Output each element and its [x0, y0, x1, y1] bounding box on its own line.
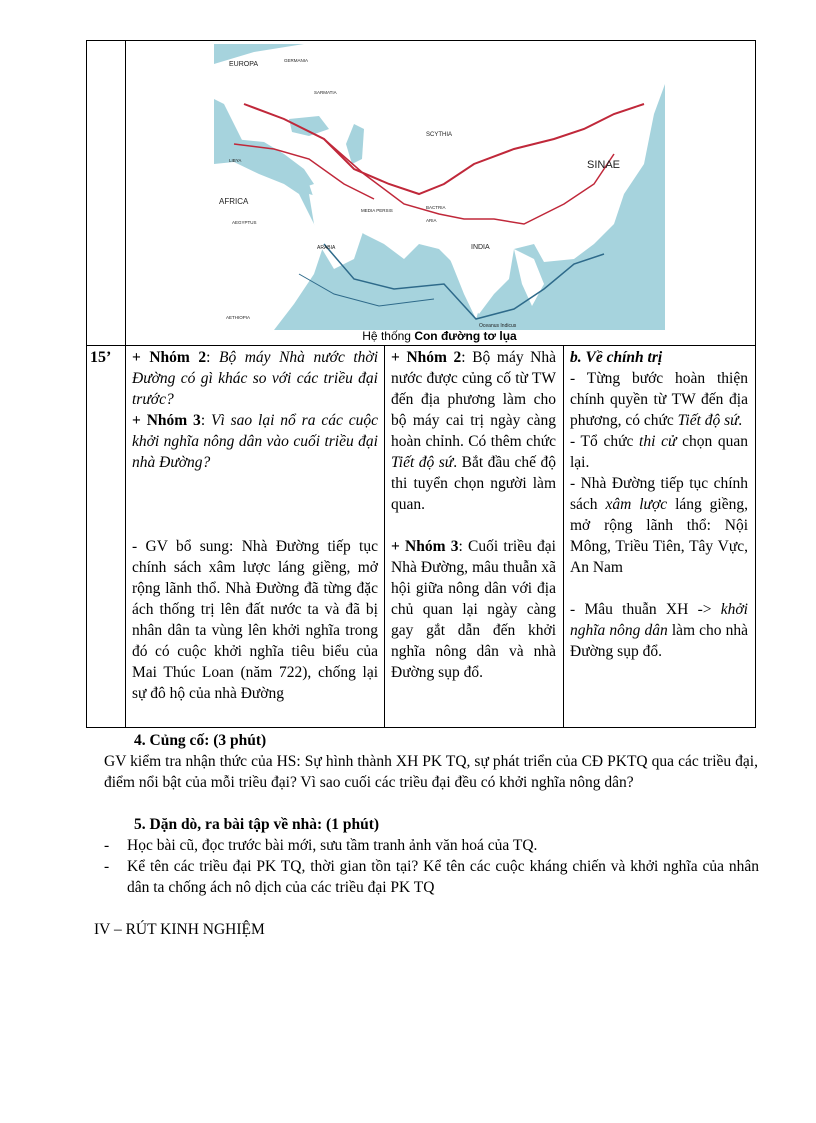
content-point-4: - Mâu thuẫn XH -> khởi nghĩa nông dân làm cho nhà Đường sụp đổ. [570, 601, 748, 660]
table-col-divider-3 [563, 345, 564, 728]
content-point-2: - Tổ chức thi cử chọn quan lại. [570, 433, 749, 471]
student-activity-cell [391, 347, 556, 683]
map-label-india: INDIA [471, 244, 490, 251]
section5-item-2: Kể tên các triều đại PK TQ, thời gian tồn tại? Kể tên các cuộc kháng chiến và khởi nghĩa của nhân dân ta chống ách nô dịch của các triều đại PK TQ [127, 858, 759, 896]
silk-road-map [214, 44, 665, 330]
section-iv-title: IV – RÚT KINH NGHIỆM [94, 921, 265, 938]
group3-answer: + Nhóm 3: Cuối triều đại Nhà Đường, mâu thuẫn xã hội giữa nông dân với địa chủ quan lại ngày càng gay gắt dẫn đến khởi nghĩa nông dân và nhà Đường sụp đổ. [391, 538, 556, 681]
content-point-3: - Nhà Đường tiếp tục chính sách xâm lược láng giềng, mở rộng lãnh thổ: Nội Mông, Triều Tiên, Tây Vực, An Nam [570, 475, 748, 576]
map-label-germania: GERMANIA [284, 58, 309, 63]
section5-item-1: Học bài cũ, đọc trước bài mới, sưu tầm tranh ảnh văn hoá của TQ. [127, 837, 538, 854]
map-label-sinae: SINAE [587, 159, 621, 171]
content-heading: b. Về chính trị [570, 349, 663, 366]
map-label-media-persis: MEDIA PERSIS [361, 208, 393, 213]
map-label-aethiopia: AETHIOPIA [226, 315, 251, 320]
content-cell [570, 347, 748, 662]
map-label-bactria: BACTRIA [426, 205, 446, 210]
gv-supplement: - GV bổ sung: Nhà Đường tiếp tục chính sách xâm lược láng giềng, mở rộng lãnh thổ. Nhà Đường đã từng đặc ách thống trị lên đất nước ta và đã bị nhân dân ta vùng lên khởi nghĩa trong đó có cuộc khởi nghĩa tiêu biểu của Mai Thúc Loan (năm 722), chống lại sự đô hộ của nhà Đường [132, 538, 378, 702]
map-label-arabia: ARABIA [317, 245, 336, 251]
section4-body: GV kiểm tra nhận thức của HS: Sự hình thành XH PK TQ, sự phát triển của CĐ PKTQ qua các triều đại, điểm nổi bật của mỗi triều đại? Vì sao cuối các triều đại đều có khởi nghĩa nông dân? [104, 753, 758, 791]
table-col-divider-1 [125, 40, 126, 728]
map-label-africa: AFRICA [219, 197, 249, 206]
content-point-1: - Từng bước hoàn thiện chính quyền từ TW đến địa phương, có chức Tiết độ sứ. [570, 370, 748, 429]
group2-answer: + Nhóm 2: Bộ máy Nhà nước được củng cố từ TW đến địa phương làm cho bộ máy cai trị ngày càng hoàn chỉnh. Có thêm chức Tiết độ sứ. Bắt đầu chế độ thi tuyển chọn người làm quan. [391, 349, 557, 513]
map-label-sarmatia: SARMATIA [314, 90, 337, 95]
map-caption: Hệ thống Con đường tơ lụa [362, 329, 517, 343]
section4-title: 4. Củng cố: (3 phút) [134, 732, 267, 749]
teacher-activity-cell [132, 347, 378, 704]
map-label-aegyptus: AEGYPTUS [232, 220, 257, 225]
group3-question: + Nhóm 3: Vì sao lại nổ ra các cuộc khởi nghĩa nông dân vào cuối triều đại nhà Đường? [132, 412, 378, 471]
table-row-divider [86, 345, 756, 346]
table-col-divider-2 [384, 345, 385, 728]
table-border-left [86, 40, 87, 728]
map-label-oceanus: Oceanus Indicus [479, 323, 517, 329]
table-border-top [86, 40, 756, 41]
time-cell: 15’ [90, 349, 112, 366]
table-border-bottom [86, 727, 756, 728]
section5-title: 5. Dặn dò, ra bài tập về nhà: (1 phút) [134, 816, 380, 833]
map-label-libya: LIBYA [229, 158, 242, 163]
group2-question: + Nhóm 2: Bộ máy Nhà nước thời Đường có gì khác so với các triều đại trước? [132, 349, 378, 408]
section5-bullet-1: - [104, 837, 110, 854]
map-label-europa: EUROPA [229, 61, 259, 68]
section5-bullet-2: - [104, 858, 110, 875]
table-border-right [755, 40, 756, 728]
map-label-scythia: SCYTHIA [426, 132, 453, 138]
map-label-aria: ARIA [426, 218, 437, 223]
